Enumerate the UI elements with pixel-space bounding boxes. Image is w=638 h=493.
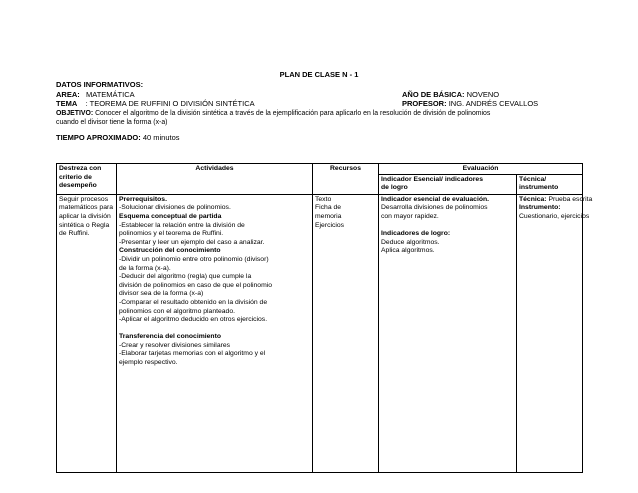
objetivo-line xyxy=(56,109,490,119)
header-tecnica: Técnica/ instrumento xyxy=(517,174,583,194)
construccion-title: Construcción del conocimiento xyxy=(119,247,221,255)
objetivo-label: OBJETIVO: xyxy=(56,109,94,117)
area-value: MATEMÁTICA xyxy=(86,89,135,99)
indicador-esencial-title: Indicador esencial de evaluación. xyxy=(381,195,490,203)
table-header-row xyxy=(57,164,583,175)
objetivo-text-2: cuando el divisor tiene la forma (x-a) xyxy=(56,119,168,127)
profesor-value: ING. ANDRÉS CEVALLOS xyxy=(448,99,539,109)
recursos-cell: Texto Ficha de memoria Ejercicios xyxy=(313,194,379,472)
prerrequisitos-title: Prerrequisitos. xyxy=(119,195,167,203)
area-line xyxy=(56,90,135,100)
actividades-cell: Prerrequisitos. -Solucionar divisiones de polinomios. Esquema conceptual de partida -Establecer la relación entre la división de polinomios y el teorema de Ruffini. -Presentar y leer un ejemplo del caso a analizar. Construcción del conocimiento -Dividir un polinomio entre otro polinomio (divisor) de la forma (x-a). -Deducir del algoritmo (regla) que cumple la división de polinomios en caso de que el polinomio divisor sea de la forma (x-a) -Comparar el resultado obtenido en la división de polinomios con el algoritmo planteado. -Aplicar el algoritmo deducido en otros ejercicios. Transferencia del conocimiento -Crear y resolver divisiones similares -Elaborar tarjetas memorias con el algoritmo y el ejemplo respectivo. xyxy=(117,194,313,472)
header-evaluacion: Evaluación xyxy=(379,164,583,175)
anio-line xyxy=(402,90,499,100)
tema-line xyxy=(56,99,255,109)
header-recursos: Recursos xyxy=(313,164,379,195)
table-row xyxy=(57,194,583,472)
anio-label: AÑO DE BÁSICA: xyxy=(402,89,465,99)
indicador-cell: Indicador esencial de evaluación. Desarrolla divisiones de polinomios con mayor rapidez. Indicadores de logro: Deduce algoritmos. Aplica algoritmos. xyxy=(379,194,517,472)
header-indicador: Indicador Esencial/ indicadores de logro xyxy=(379,174,517,194)
tema-label: TEMA xyxy=(56,99,78,109)
tecnica-cell xyxy=(517,194,593,472)
tiempo-label: TIEMPO APROXIMADO: xyxy=(56,133,141,142)
tecnica-value: Prueba escrita xyxy=(548,195,593,203)
header-actividades: Actividades xyxy=(117,164,313,195)
indicadores-logro-title: Indicadores de logro: xyxy=(381,230,451,238)
tiempo-value: 40 minutos xyxy=(142,133,180,142)
profesor-line xyxy=(402,99,538,109)
esquema-title: Esquema conceptual de partida xyxy=(119,212,222,220)
page-title: PLAN DE CLASE N - 1 xyxy=(279,70,359,79)
datos-informativos-label: DATOS INFORMATIVOS: xyxy=(56,80,144,89)
header-destreza: Destreza con criterio de desempeño xyxy=(57,164,117,195)
transferencia-title: Transferencia del conocimiento xyxy=(119,333,221,341)
instrumento-label: Instrumento: xyxy=(519,204,561,212)
area-label: AREA: xyxy=(56,89,80,99)
plan-table xyxy=(56,163,593,473)
instrumento-value: Cuestionario, ejercicios xyxy=(519,212,590,220)
anio-value: NOVENO xyxy=(466,89,500,99)
tema-value: : TEOREMA DE RUFFINI O DIVISIÓN SINTÉTICA xyxy=(85,99,255,109)
tiempo-line xyxy=(56,133,180,143)
profesor-label: PROFESOR: xyxy=(402,99,447,109)
destreza-cell: Seguir procesos matemáticos para aplicar la división sintética o Regla de Ruffini. xyxy=(57,194,117,472)
objetivo-text-1: Conocer el algoritmo de la división sintética a través de la ejemplificación para aplicarlo en la resolución de división de polinomios xyxy=(95,109,491,117)
tecnica-label: Técnica: xyxy=(519,195,547,203)
